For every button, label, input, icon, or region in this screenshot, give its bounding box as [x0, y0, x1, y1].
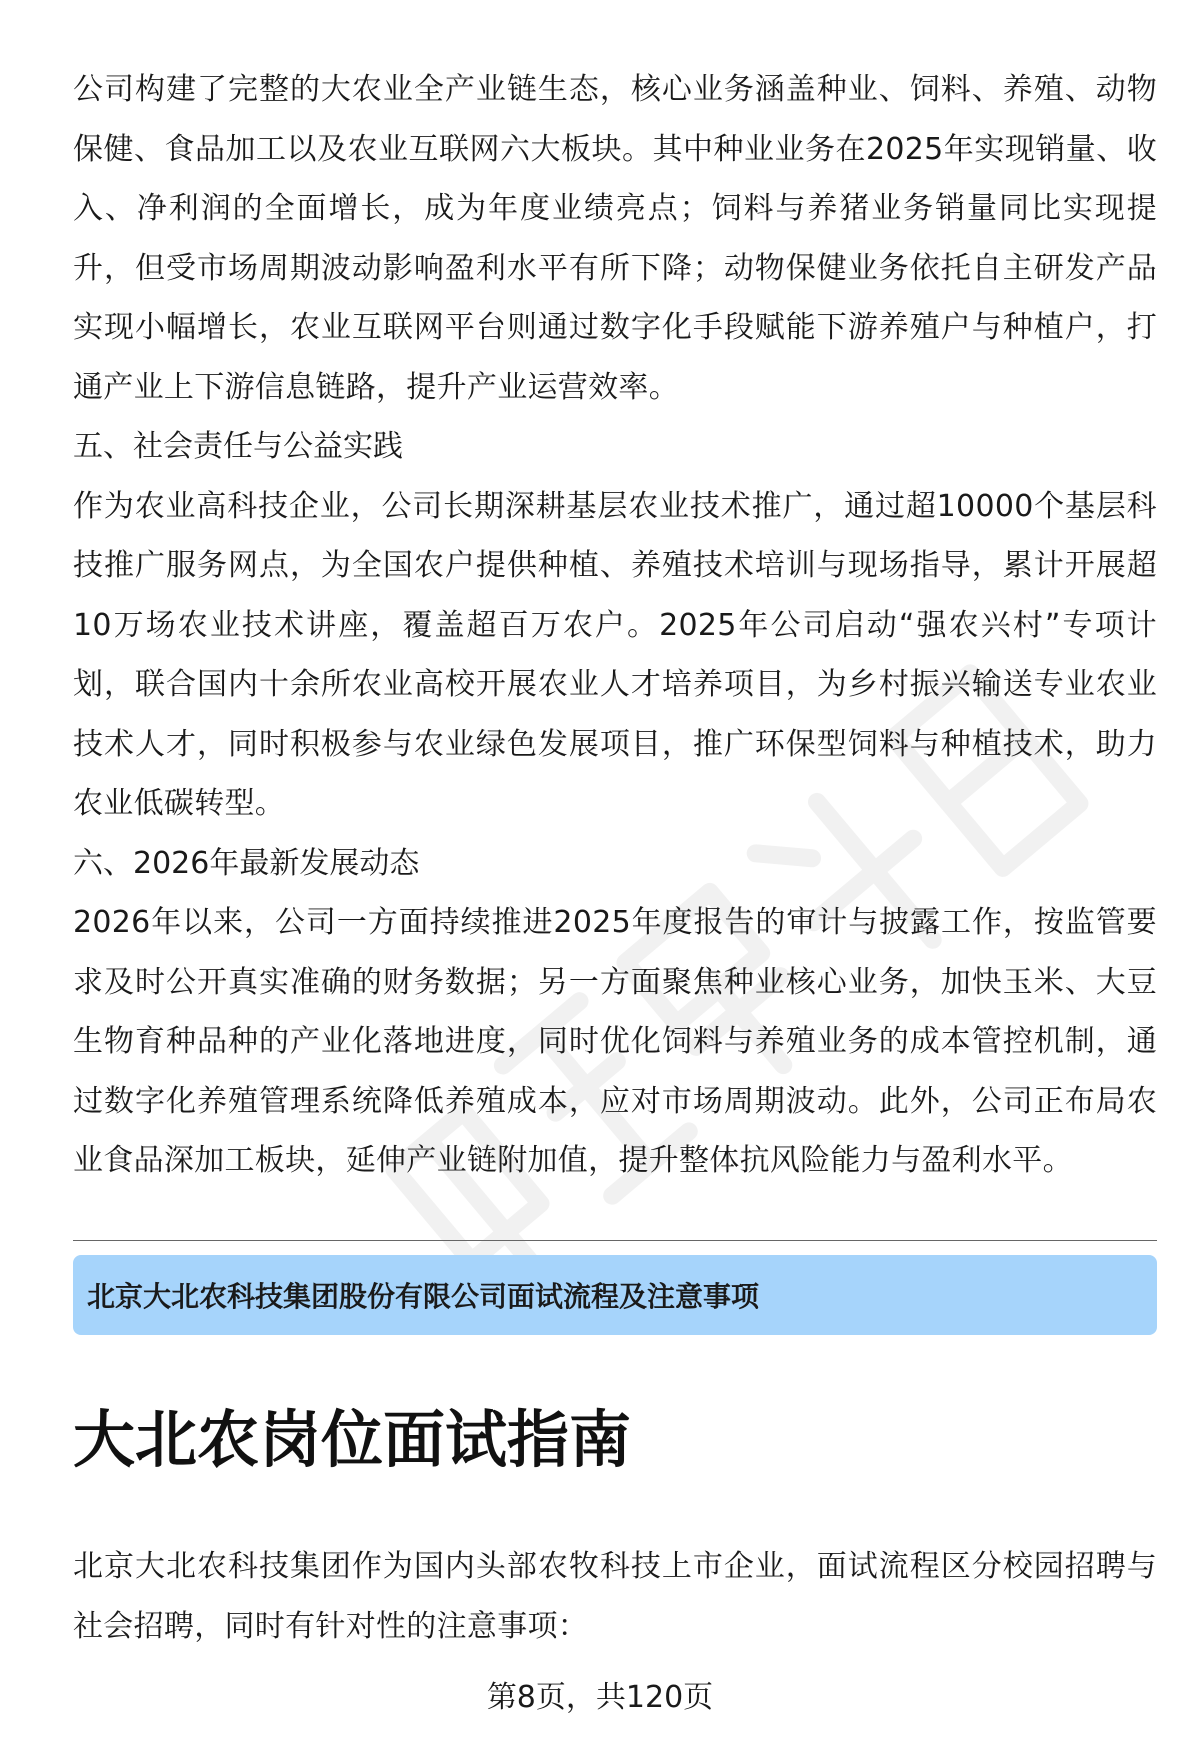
page-number: 第8页，共120页	[486, 1680, 714, 1715]
section-divider	[73, 1240, 1157, 1241]
section-heading-2026-developments: 六、2026年最新发展动态	[73, 845, 420, 881]
document-body	[73, 60, 1157, 1191]
paragraph-social-responsibility: 作为农业高科技企业，公司长期深耕基层农业技术推广，通过超10000个基层科技推广服务网点，为全国农户提供种植、养殖技术培训与现场指导，累计开展超10万场农业技术讲座，覆盖超百万农户。2025年公司启动“强农兴村”专项计划，联合国内十余所农业高校开展农业人才培养项目，为乡村振兴输送专业农业技术人才，同时积极参与农业绿色发展项目，推广环保型饲料与种植技术，助力农业低碳转型。	[73, 488, 1157, 821]
guide-title: 大北农岗位面试指南	[73, 1403, 632, 1476]
paragraph-industry-chain: 公司构建了完整的大农业全产业链生态，核心业务涵盖种业、饲料、养殖、动物保健、食品加工以及农业互联网六大板块。其中种业业务在2025年实现销量、收入、净利润的全面增长，成为年度业绩亮点；饲料与养猪业务销量同比实现提升，但受市场周期波动影响盈利水平有所下降；动物保健业务依托自主研发产品实现小幅增长，农业互联网平台则通过数字化手段赋能下游养殖户与种植户，打通产业上下游信息链路，提升产业运营效率。	[73, 72, 1157, 405]
guide-intro-text: 北京大北农科技集团作为国内头部农牧科技上市企业，面试流程区分校园招聘与社会招聘，同时有针对性的注意事项：	[73, 1549, 1157, 1644]
guide-intro	[73, 1537, 1157, 1656]
section-banner	[73, 1255, 1157, 1335]
section-heading-social-responsibility: 五、社会责任与公益实践	[73, 429, 403, 464]
paragraph-2026-developments: 2026年以来，公司一方面持续推进2025年度报告的审计与披露工作，按监管要求及时公开真实准确的财务数据；另一方面聚焦种业核心业务，加快玉米、大豆生物育种品种的产业化落地进度，同时优化饲料与养殖业务的成本管控机制，通过数字化养殖管理系统降低养殖成本，应对市场周期波动。此外，公司正布局农业食品深加工板块，延伸产业链附加值，提升整体抗风险能力与盈利水平。	[73, 905, 1157, 1178]
banner-title: 北京大北农科技集团股份有限公司面试流程及注意事项	[87, 1280, 760, 1313]
